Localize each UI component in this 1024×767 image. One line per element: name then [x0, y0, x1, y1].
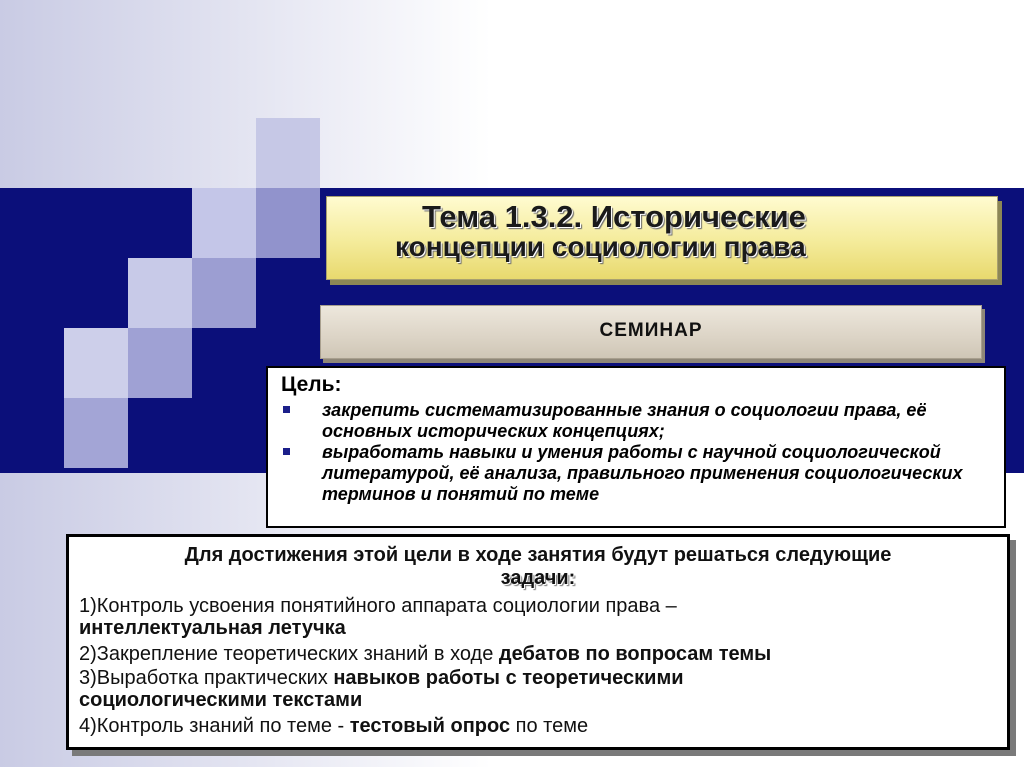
deco-square	[192, 258, 256, 328]
goal-item-text: закрепить систематизированные знания о социологии права, её основных исторических концепциях;	[322, 400, 927, 441]
tasks-heading: задачи:	[500, 567, 576, 589]
deco-square	[128, 258, 192, 328]
task-3	[79, 667, 684, 690]
task-4	[79, 715, 588, 738]
topic-title-line-2: концепции социологии права	[395, 231, 806, 262]
seminar-box	[320, 305, 982, 359]
task-4-emphasis: тестовый опрос	[349, 715, 511, 737]
topic-title-line-1: Тема 1.3.2. Исторические	[422, 199, 806, 234]
task-4-tail: по теме	[510, 715, 589, 737]
deco-square	[192, 188, 256, 258]
deco-square	[128, 328, 192, 398]
task-1-text: 1)Контроль усвоения понятийного аппарата социологии права –	[79, 595, 677, 617]
topic-title-box	[326, 196, 998, 280]
deco-square	[64, 328, 128, 398]
task-2-text: 2)Закрепление теоретических знаний в ходе	[79, 643, 499, 665]
square-bullet-icon	[283, 406, 290, 413]
deco-square	[0, 258, 64, 328]
deco-square	[256, 188, 320, 258]
task-1	[79, 595, 677, 618]
tasks-box	[66, 534, 1010, 750]
goal-item-text: выработать навыки и умения работы с научной социологической литературой, её анализа, правильного применения социологических терминов и понятий по теме	[322, 442, 963, 504]
task-4-text: 4)Контроль знаний по теме -	[79, 715, 350, 737]
task-3-continued	[79, 689, 362, 712]
task-3-emphasis-2: социологическими текстами	[79, 689, 363, 711]
task-3-text: 3)Выработка практических	[79, 667, 334, 689]
goal-item	[282, 400, 1012, 442]
task-2	[79, 643, 771, 666]
task-1-emphasis: интеллектуальная летучка	[79, 617, 346, 639]
task-2-emphasis: дебатов по вопросам темы	[498, 643, 772, 665]
deco-square	[256, 118, 320, 188]
tasks-intro: Для достижения этой цели в ходе занятия будут решаться следующие	[184, 544, 892, 566]
seminar-label: СЕМИНАР	[599, 320, 703, 341]
goal-item	[282, 442, 1012, 505]
task-3-emphasis: навыков работы с теоретическими	[333, 667, 684, 689]
square-bullet-icon	[283, 448, 290, 455]
goal-list	[282, 400, 1012, 505]
goal-box	[266, 366, 1006, 528]
goal-heading: Цель:	[281, 373, 342, 396]
task-1-continued	[79, 617, 346, 640]
deco-square	[64, 398, 128, 468]
